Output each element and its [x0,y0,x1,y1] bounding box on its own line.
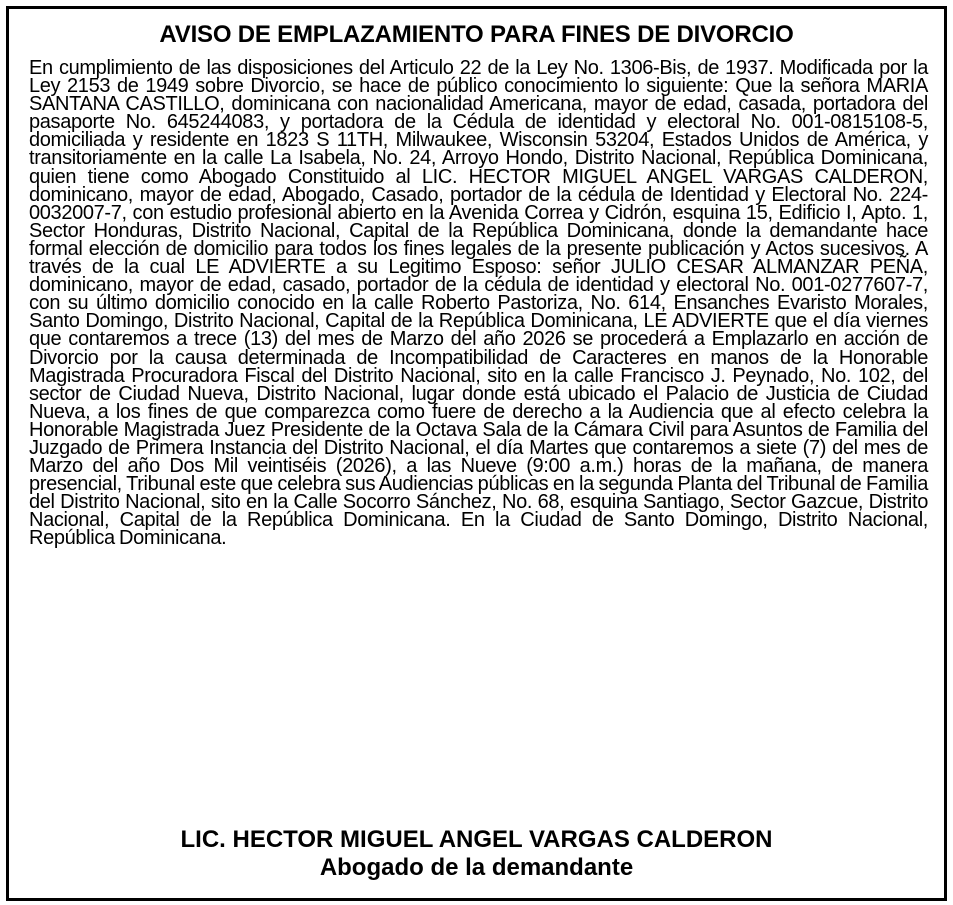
notice-title: AVISO DE EMPLAZAMIENTO PARA FINES DE DIVORCIO [159,21,794,48]
signature-name: LIC. HECTOR MIGUEL ANGEL VARGAS CALDERON [180,826,773,853]
notice-body: En cumplimiento de las disposiciones del Articulo 22 de la Ley No. 1306-Bis, de 1937. Modificada por la Ley 2153 de 1949 sobre Divorcio, se hace de público conocimiento lo siguiente: Que la señora MARIA SANTANA CASTILLO, dominicana con nacionalidad Americana, mayor de edad, casada, portadora del pasaporte No. 645244083, y portadora de la Cédula de identidad y electoral No. 001-0815108-5, domiciliada y residente en 1823 S 11TH, Milwaukee, Wisconsin 53204, Estados Unidos de América, y transitoriamente en la calle La Isabela, No. 24, Arroyo Hondo, Distrito Nacional, República Dominicana, quien tiene como Abogado Constituido al LIC. HECTOR MIGUEL ANGEL VARGAS CALDERON, dominicano, mayor de edad, Abogado, Casado, portador de la cédula de Identidad y Electoral No. 224-0032007-7, con estudio profesional abierto en la Avenida Correa y Cidrón, esquina 15, Edificio I, Apto. 1, Sector Honduras, Distrito Nacional, Capital de la República Dominicana, donde la demandante hace formal elección de domicilio para todos los fines legales de la presente publicación y Actos sucesivos. A través de la cual LE ADVIERTE a su Legitimo Esposo: señor JULIO CESAR ALMANZAR PEÑA, dominicano, mayor de edad, casado, portador de la cédula de identidad y electoral No. 001-0277607-7, con su último domicilio conocido en la calle Roberto Pastoriza, No. 614, Ensanches Evaristo Morales, Santo Domingo, Distrito Nacional, Capital de la República Dominicana, LE ADVIERTE que el día viernes que contaremos a trece (13) del mes de Marzo del año 2026 se procederá a Emplazarlo en acción de Divorcio por la causa determinada de Incompatibilidad de Caracteres en manos de la Honorable Magistrada Procuradora Fiscal del Distrito Nacional, sito en la calle Francisco J. Peynado, No. 102, del sector de Ciudad Nueva, Distrito Nacional, lugar donde está ubicado el Palacio de Justicia de Ciudad Nueva, a los fines de que comparezca como fuere de derecho a la Audiencia que al efecto celebra la Honorable Magistrada Juez Presidente de la Octava Sala de la Cámara Civil para Asuntos de Familia del Juzgado de Primera Instancia del Distrito Nacional, el día Martes que contaremos a siete (7) del mes de Marzo del año Dos Mil veintiséis (2026), a las Nueve (9:00 a.m.) horas de la mañana, de manera presencial, Tribunal este que celebra sus Audiencias públicas en la segunda Planta del Tribunal de Familia del Distrito Nacional, sito en la Calle Socorro Sánchez, No. 68, esquina Santiago, Sector Gazcue, Distrito Nacional, Capital de la República Dominicana. En la Ciudad de Santo Domingo, Distrito Nacional, República Dominicana. [29,57,928,550]
signature-role: Abogado de la demandante [319,854,634,881]
legal-notice-box [6,6,947,901]
signature-block [9,826,944,882]
